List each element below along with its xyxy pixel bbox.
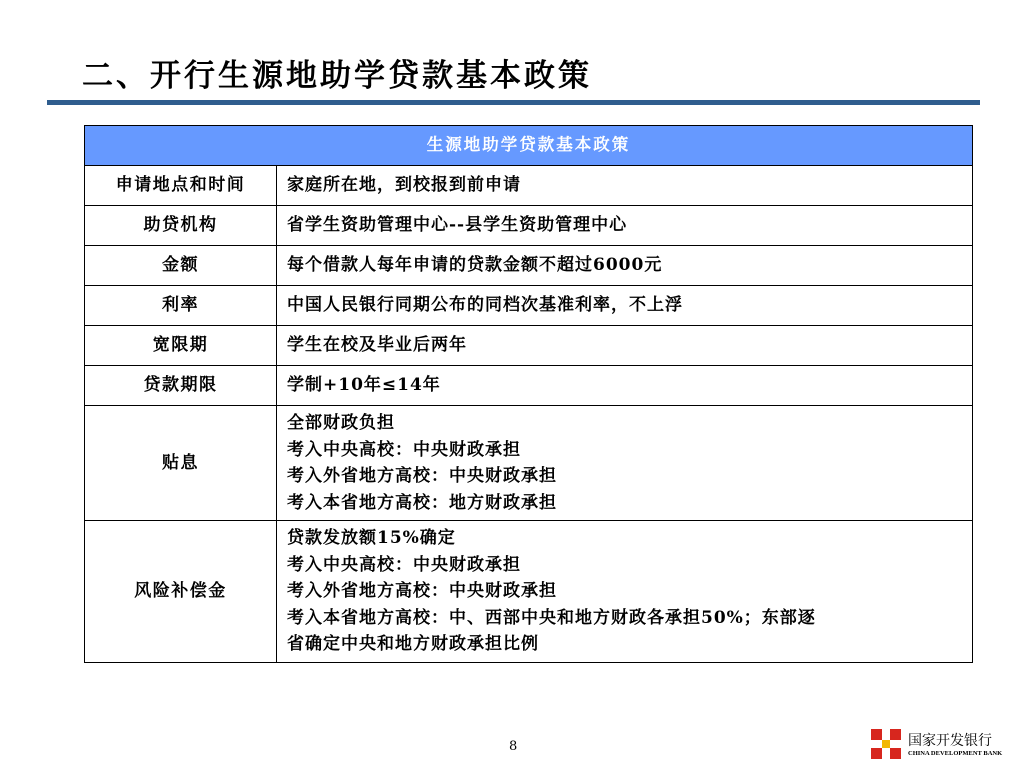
value-line: 家庭所在地，到校报到前申请 [287,175,521,196]
table-header: 生源地助学贷款基本政策 [85,126,973,166]
row-value [277,206,973,246]
policy-table [84,125,973,663]
value-line: 考入中央高校：中央财政承担 [287,439,521,460]
value-line: 全部财政负担 [287,413,395,433]
value-line: 中国人民银行同期公布的同档次基准利率，不上浮 [287,295,683,316]
row-label: 宽限期 [85,326,277,366]
table-row [85,406,973,521]
value-line: 学制+10年≤14年 [287,375,441,396]
bank-emblem-icon [871,729,901,759]
table-row [85,246,973,286]
row-value [277,286,973,326]
page-number: 8 [509,739,518,754]
table-row [85,366,973,406]
bank-logo [871,727,1011,763]
row-value [277,166,973,206]
row-label: 利率 [85,286,277,326]
value-line: 每个借款人每年申请的贷款金额不超过6000元 [287,255,663,276]
value-line: 学生在校及毕业后两年 [287,335,467,356]
bank-name-en: CHINA DEVELOPMENT BANK [908,750,1003,757]
row-label: 风险补偿金 [85,521,277,663]
value-line: 省学生资助管理中心--县学生资助管理中心 [287,215,628,236]
table-row [85,521,973,663]
table-row [85,326,973,366]
row-label: 申请地点和时间 [85,166,277,206]
title-divider [47,100,980,105]
row-label: 贴息 [85,406,277,521]
row-label: 金额 [85,246,277,286]
row-value [277,326,973,366]
table-header-row [85,126,973,166]
table-row [85,206,973,246]
value-line: 考入外省地方高校：中央财政承担 [287,466,557,486]
row-value [277,406,973,521]
page-title: 二、开行生源地助学贷款基本政策 [82,58,592,94]
value-line: 考入本省地方高校：中、西部中央和地方财政各承担50%；东部逐 [287,607,816,628]
row-value [277,246,973,286]
value-line: 考入中央高校：中央财政承担 [287,554,521,575]
row-label: 助贷机构 [85,206,277,246]
row-value [277,366,973,406]
bank-name-cn: 国家开发银行 [908,733,992,749]
row-label: 贷款期限 [85,366,277,406]
value-line: 省确定中央和地方财政承担比例 [287,634,539,654]
value-line: 考入本省地方高校：地方财政承担 [287,492,557,513]
row-value [277,521,973,663]
value-line: 贷款发放额15%确定 [287,528,456,548]
value-line: 考入外省地方高校：中央财政承担 [287,581,557,601]
table-row [85,286,973,326]
table-row [85,166,973,206]
